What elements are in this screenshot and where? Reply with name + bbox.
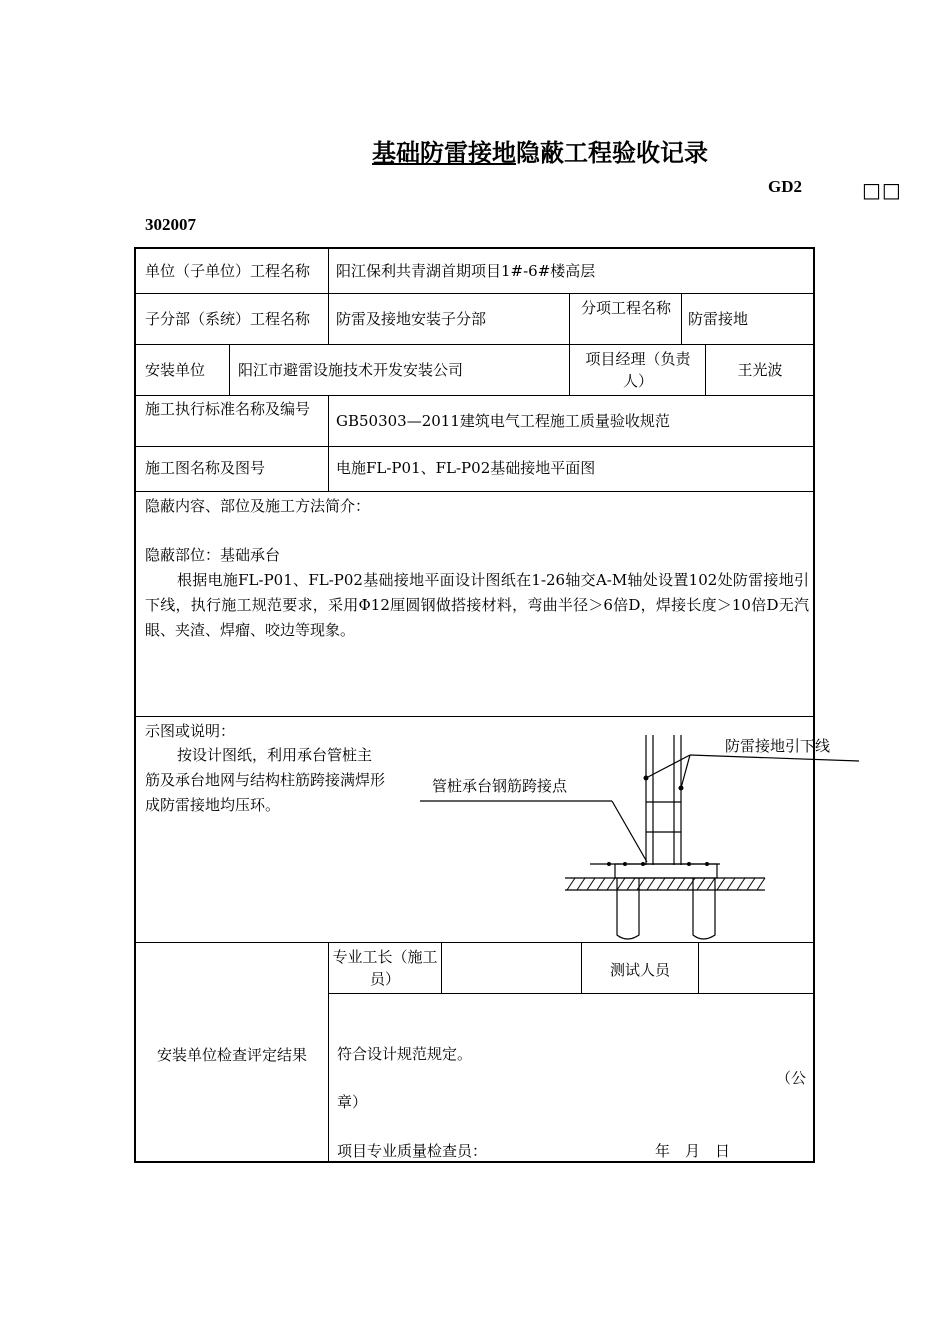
hidden-location: 隐蔽部位：基础承台 [145,546,281,564]
item-name-label: 分项工程名称 [580,299,671,317]
standard-label: 施工执行标准名称及编号 [145,400,311,418]
acceptance-form-table [134,247,815,1163]
record-code-boxes: □□ [862,178,902,202]
item-name-value: 防雷接地 [688,310,749,328]
project-manager-label: 项目经理（负责人） [585,350,691,390]
drawing-value: 电施FL-P01、FL-P02基础接地平面图 [336,459,596,477]
project-name-label: 单位（子单位）工程名称 [145,262,311,280]
foreman-label: 专业工长（施工员） [332,948,438,988]
hidden-content-heading: 隐蔽内容、部位及施工方法简介： [145,497,371,515]
title-main: 隐蔽工程验收记录 [516,138,708,167]
diagram-heading: 示图或说明： [145,722,236,740]
seal-note-part2: 章） [337,1093,368,1111]
pile-cap-grounding-diagram [415,730,865,945]
installer-value: 阳江市避雷设施技术开发安装公司 [238,361,464,379]
inspection-conclusion: 符合设计规范规定。 [337,1045,473,1063]
project-name-value: 阳江保利共青湖首期项目1#-6#楼高层 [336,262,596,280]
subdivision-label: 子分部（系统）工程名称 [145,310,311,328]
quality-inspector-label: 项目专业质量检查员： [337,1142,488,1160]
date-label: 年 月 日 [655,1142,731,1160]
inspection-result-label: 安装单位检查评定结果 [156,1046,307,1064]
joint-point-label: 管桩承台钢筋跨接点 [432,777,568,795]
hidden-description: 根据电施FL-P01、FL-P02基础接地平面设计图纸在1-26轴交A-M轴处设置102处防雷接地引下线，执行施工规范要求，采用Φ12厘圆钢做搭接材料，弯曲半径＞6倍D，焊接长度＞10倍D无汽眼、夹渣、焊瘤、咬边等现象。 [145,571,809,639]
installer-label: 安装单位 [145,361,206,379]
standard-value: GB50303—2011建筑电气工程施工质量验收规范 [336,412,670,430]
drawing-label: 施工图名称及图号 [145,459,266,477]
seal-note-part1: （公 [776,1069,807,1087]
tester-label: 测试人员 [609,961,670,979]
document-title [0,133,950,168]
record-code-number: 302007 [145,215,196,234]
title-subject: 基础防雷接地 [372,138,516,167]
record-code-prefix: GD2 [768,177,802,196]
project-manager-value: 王光波 [737,361,783,379]
subdivision-value: 防雷及接地安装子分部 [336,310,487,328]
downlead-label: 防雷接地引下线 [725,737,831,755]
diagram-explanation: 按设计图纸，利用承台管桩主筋及承台地网与结构柱筋跨接满焊形成防雷接地均压环。 [145,746,386,814]
